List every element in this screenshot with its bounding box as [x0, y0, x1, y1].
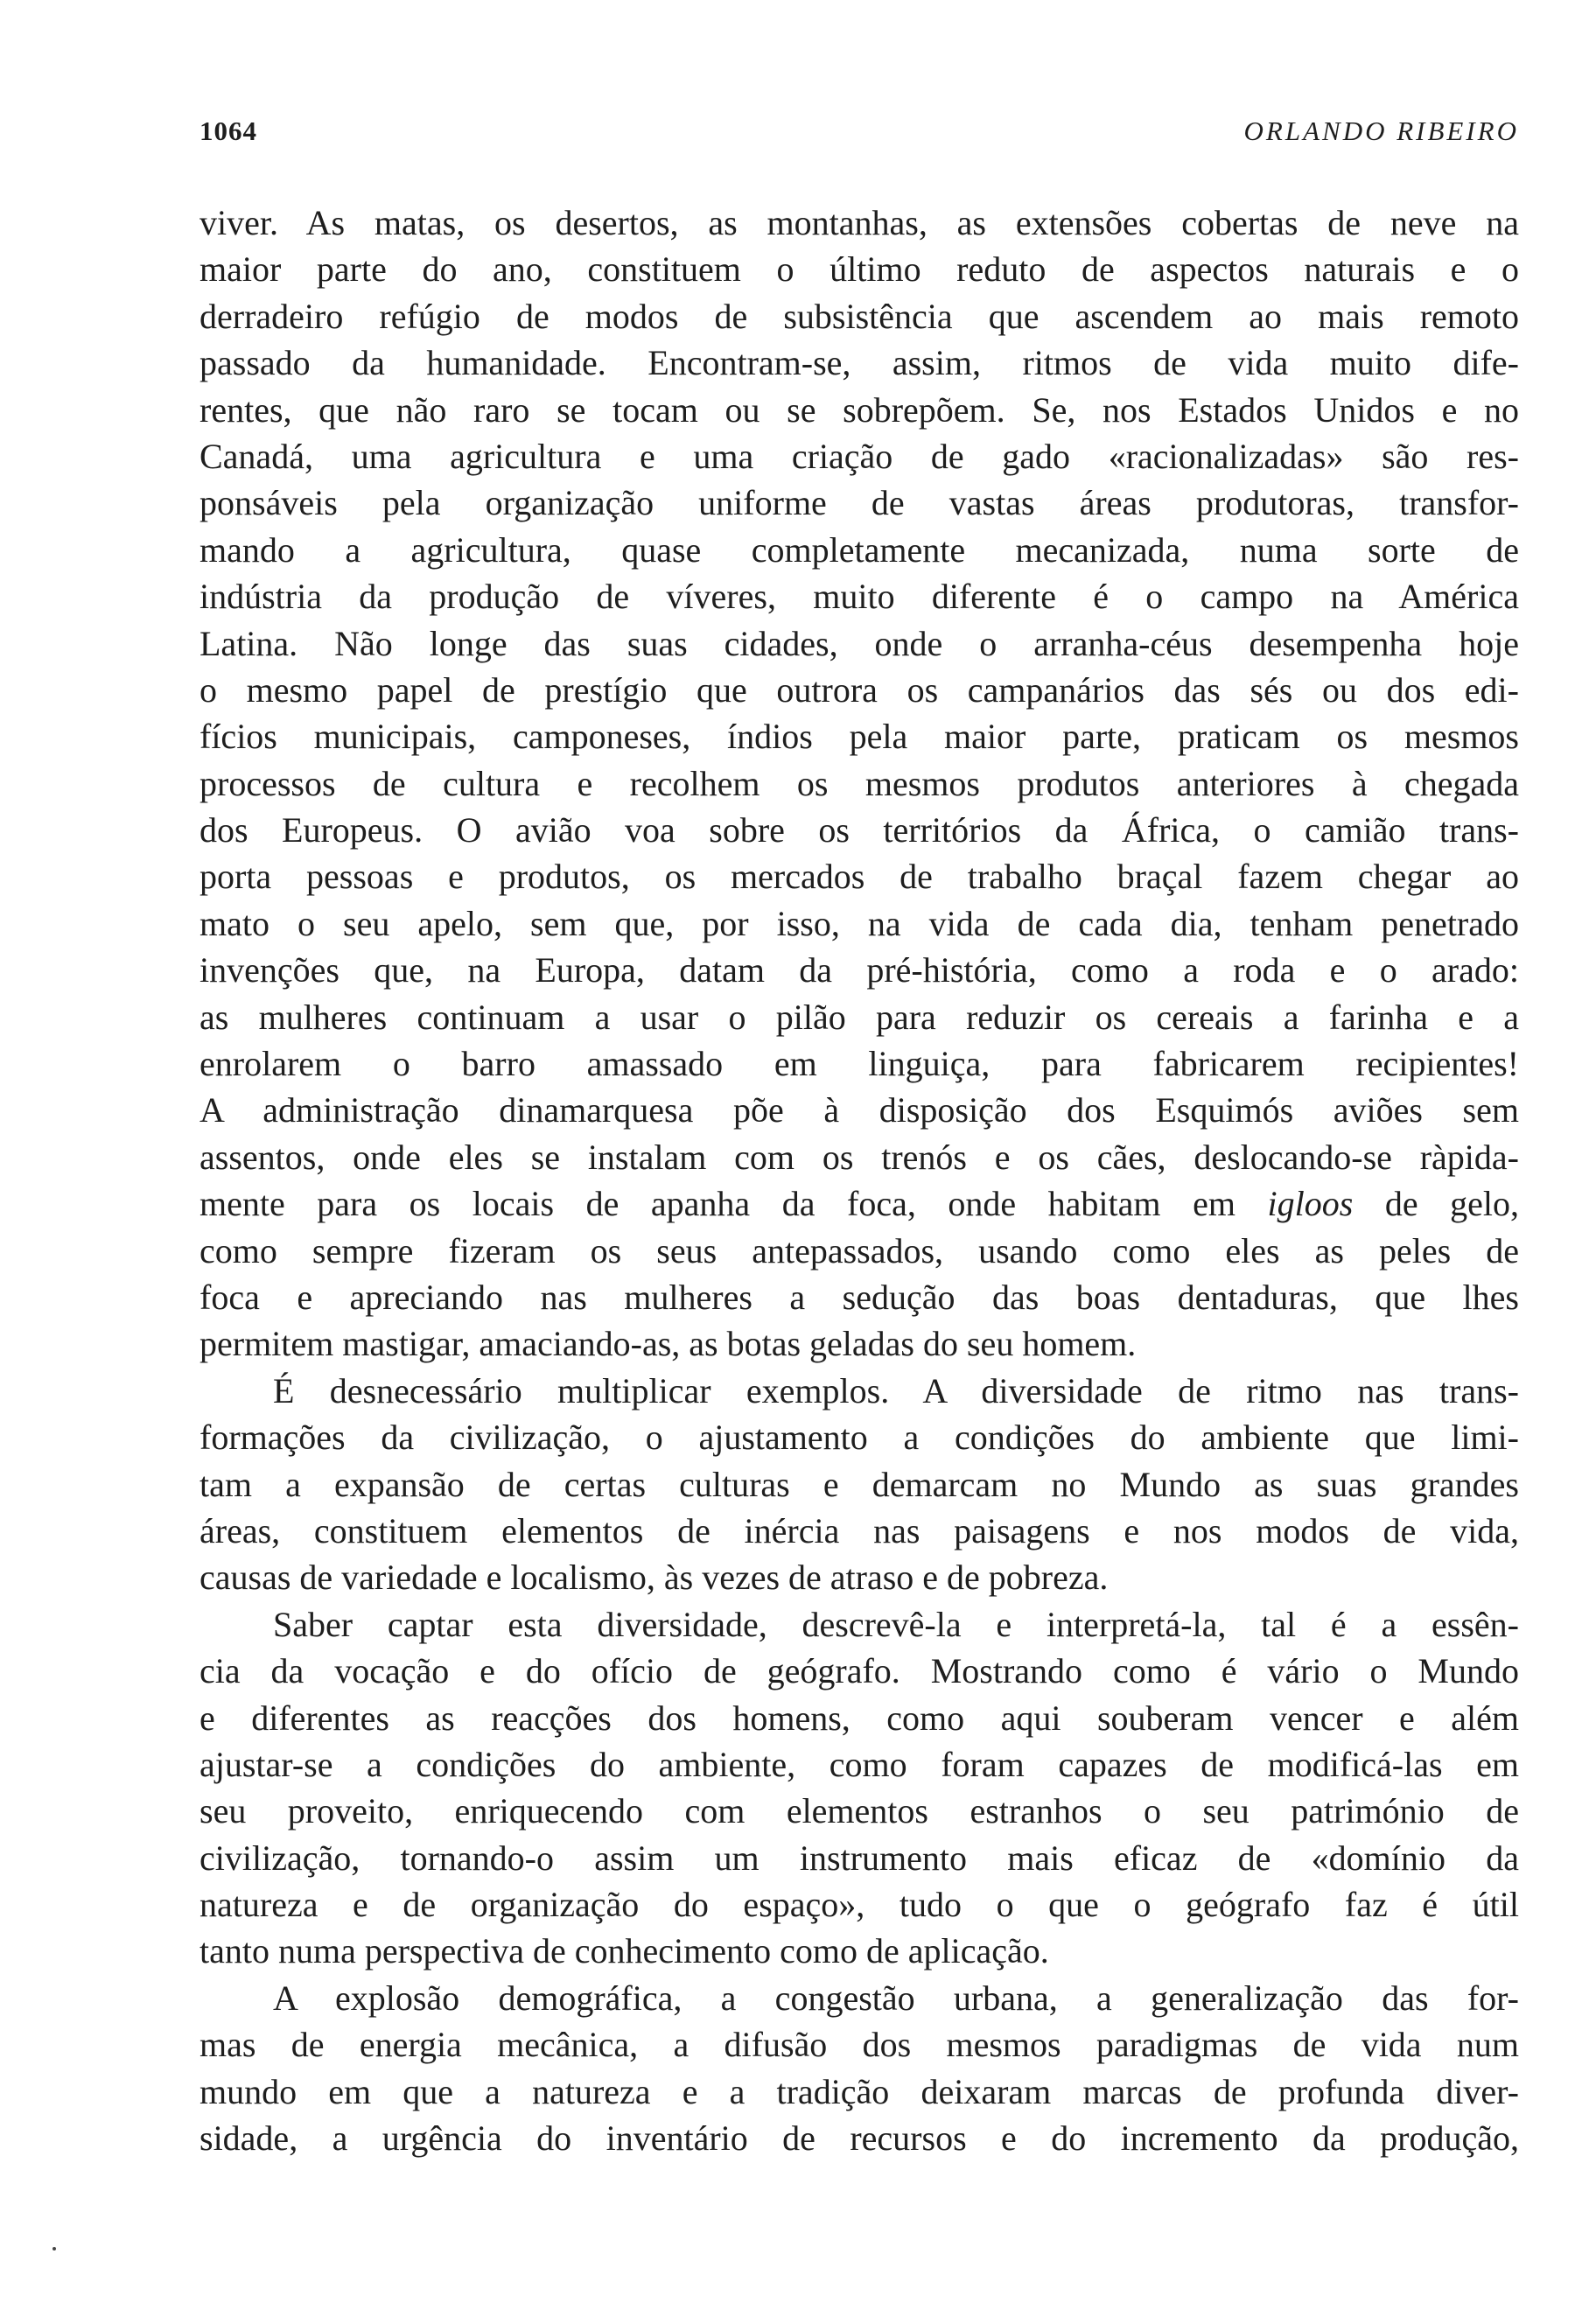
text-line: mas de energia mecânica, a difusão dos mesmos paradigmas de vida num	[200, 2025, 1519, 2065]
text-line: maior parte do ano, constituem o último reduto de aspectos naturais e o	[200, 249, 1519, 290]
text-line: sidade, a urgência do inventário de recursos e do incremento da produção,	[200, 2118, 1519, 2159]
text-line: dos Europeus. O avião voa sobre os territórios da África, o camião trans-	[200, 810, 1519, 850]
page-number: 1064	[200, 116, 257, 146]
text-line: rentes, que não raro se tocam ou se sobrepõem. Se, nos Estados Unidos e no	[200, 389, 1519, 430]
text-line: processos de cultura e recolhem os mesmos produtos anteriores à chegada	[200, 763, 1519, 803]
text-line: e diferentes as reacções dos homens, como aqui souberam vencer e além	[200, 1698, 1519, 1738]
text-line: A explosão demográfica, a congestão urbana, a generalização das for-	[273, 1978, 1519, 2018]
text-line: seu proveito, enriquecendo com elementos estranhos o seu património de	[200, 1791, 1519, 1831]
text-line: cia da vocação e do ofício de geógrafo. Mostrando como é vário o Mundo	[200, 1651, 1519, 1691]
text-line: mato o seu apelo, sem que, por isso, na vida de cada dia, tenham penetrado	[200, 903, 1519, 943]
text-line: tanto numa perspectiva de conhecimento como de aplicação.	[200, 1931, 1049, 1971]
text-line: viver. As matas, os desertos, as montanhas, as extensões cobertas de neve na	[200, 203, 1519, 242]
paragraph	[200, 1601, 1519, 1975]
text-line: É desnecessário multiplicar exemplos. A diversidade de ritmo nas trans-	[273, 1370, 1519, 1410]
body-text	[200, 200, 1519, 2161]
text-line: áreas, constituem elementos de inércia nas paisagens e nos modos de vida,	[200, 1510, 1519, 1550]
text-line: porta pessoas e produtos, os mercados de trabalho braçal fazem chegar ao	[200, 857, 1519, 897]
text-line: fícios municipais, camponeses, índios pela maior parte, praticam os mesmos	[200, 717, 1519, 757]
text-line: formações da civilização, o ajustamento a condições do ambiente que limi-	[200, 1418, 1519, 1458]
text-line: o mesmo papel de prestígio que outrora os campanários das sés ou dos edi-	[200, 669, 1519, 710]
text-line: natureza e de organização do espaço», tudo o que o geógrafo faz é útil	[200, 1885, 1519, 1925]
text-line: as mulheres continuam a usar o pilão para reduzir os cereais a farinha e a	[200, 997, 1519, 1037]
paragraph	[200, 1975, 1519, 2162]
text-line: mente para os locais de apanha da foca, onde habitam em igloos de gelo,	[200, 1184, 1519, 1224]
text-line: invenções que, na Europa, datam da pré-história, como a roda e o arado:	[200, 950, 1519, 990]
text-line: passado da humanidade. Encontram-se, assim, ritmos de vida muito dife-	[200, 343, 1519, 383]
text-line: A administração dinamarquesa põe à disposição dos Esquimós aviões sem	[200, 1090, 1519, 1130]
text-line: causas de variedade e localismo, às vezes de atraso e de pobreza.	[200, 1558, 1109, 1598]
text-line: como sempre fizeram os seus antepassados, usando como eles as peles de	[200, 1230, 1519, 1270]
running-head-author: ORLANDO RIBEIRO	[1243, 116, 1519, 146]
text-line: derradeiro refúgio de modos de subsistência que ascendem ao mais remoto	[200, 296, 1519, 336]
text-line: permitem mastigar, amaciando-as, as botas geladas do seu homem.	[200, 1324, 1137, 1364]
text-line: tam a expansão de certas culturas e demarcam no Mundo as suas grandes	[200, 1464, 1519, 1504]
text-line: mundo em que a natureza e a tradição deixaram marcas de profunda diver-	[200, 2071, 1519, 2111]
text-line: ajustar-se a condições do ambiente, como foram capazes de modificá-las em	[200, 1744, 1519, 1784]
text-line: Saber captar esta diversidade, descrevê-la e interpretá-la, tal é a essên-	[273, 1604, 1519, 1644]
scan-speck	[52, 2247, 56, 2250]
italic-term: igloos	[1267, 1184, 1354, 1224]
text-line: civilização, tornando-o assim um instrumento mais eficaz de «domínio da	[200, 1838, 1519, 1878]
text-line: foca e apreciando nas mulheres a sedução das boas dentaduras, que lhes	[200, 1277, 1519, 1317]
book-page	[200, 0, 1519, 2310]
text-line: ponsáveis pela organização uniforme de vastas áreas produtoras, transfor-	[200, 483, 1519, 523]
text-line: indústria da produção de víveres, muito diferente é o campo na América	[200, 577, 1519, 617]
paragraph	[200, 1368, 1519, 1601]
text-line: mando a agricultura, quase completamente mecanizada, numa sorte de	[200, 529, 1519, 570]
text-line: Canadá, uma agricultura e uma criação de gado «racionalizadas» são res-	[200, 436, 1519, 476]
running-head	[200, 116, 1519, 154]
text-line: assentos, onde eles se instalam com os trenós e os cães, deslocando-se ràpida-	[200, 1137, 1519, 1177]
text-line: enrolarem o barro amassado em linguiça, para fabricarem recipientes!	[200, 1044, 1519, 1084]
paragraph	[200, 200, 1519, 1368]
text-line: Latina. Não longe das suas cidades, onde o arranha-céus desempenha hoje	[200, 623, 1519, 663]
